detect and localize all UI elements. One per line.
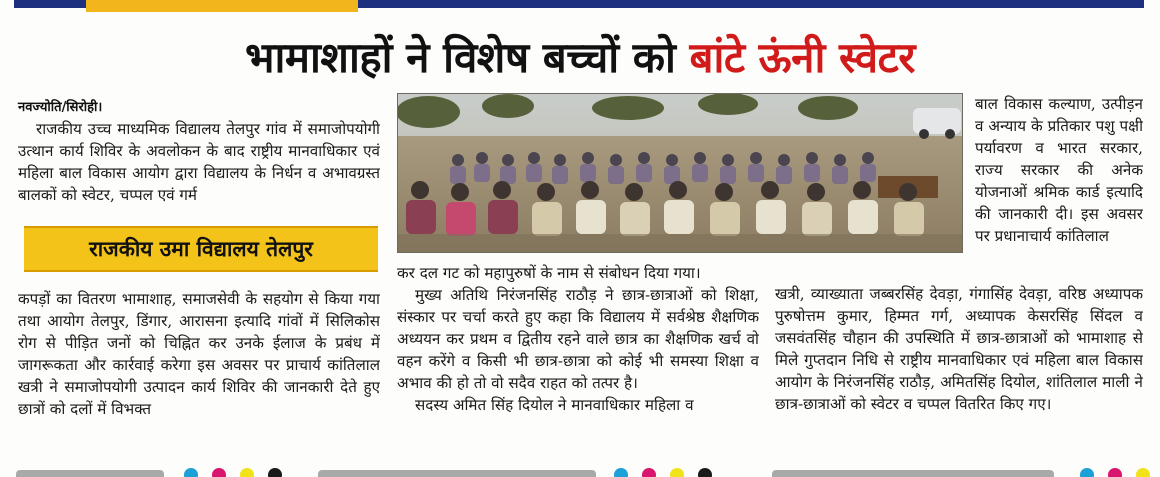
article-paragraph: मुख्य अतिथि निरंजनसिंह राठौड़ ने छात्र-छात्राओं को शिक्षा, संस्कार पर चर्चा करते हुए कहा कि विद्यालय में सर्वश्रेष्ठ शैक्षणिक अध्ययन कर प्रथम व द्वितीय रहने वाले छात्र का शैक्षणिक खर्च वो वहन करेंगे व किसी भी छात्र-छात्रा को कोई भी समस्या शिक्षा व अभाव की हो तो वो सदैव राहत को तत्पर है।	[397, 286, 759, 392]
yellow-registration-icon	[1136, 468, 1150, 477]
subheading-text: राजकीय उमा विद्यालय तेलपुर	[89, 237, 313, 261]
article-paragraph: राजकीय उच्च माध्यमिक विद्यालय तेलपुर गांव में समाजोपयोगी उत्थान कार्य शिविर के अवलोकन के बाद राष्ट्रीय मानवाधिकार एवं महिला बाल विकास आयोग द्वारा विद्यालय के निर्धन व अभावग्रस्त बालकों को स्वेटर, चप्पल एवं गर्म	[18, 120, 380, 204]
magenta-registration-icon	[1108, 468, 1122, 477]
article-column-1-top	[18, 118, 380, 228]
cyan-registration-icon	[614, 468, 628, 477]
photo-illustration	[398, 94, 963, 253]
article-paragraph: बाल विकास कल्याण, उत्पीड़न व अन्याय के प्रतिकार पशु पक्षी पर्यावरण व भारत सरकार, राज्य सरकार की अनेक योजनाओं श्रमिक कार्ड इत्यादि की जानकारी दी। इस अवसर पर प्रधानाचार्य कांतिलाल	[975, 95, 1143, 245]
yellow-registration-icon	[240, 468, 254, 477]
article-paragraph: खत्री, व्याख्याता जब्बरसिंह देवड़ा, गंगासिंह देवड़ा, वरिष्ठ अध्यापक पुरुषोत्तम कुमार, हिम्मत गर्ग, अध्यापक केसरसिंह सिंदल व जसवंतसिंह चौहान की उपस्थिति में छात्र-छात्राओं को भामाशाह से मिले गुप्तदान निधि से राष्ट्रीय मानवाधिकार एवं महिला बाल विकास आयोग के निरंजनसिंह राठौड़, अमितसिंह दियोल, शांतिलाल माली ने छात्र-छात्राओं को स्वेटर व चप्पल वितरित किए गए।	[775, 285, 1143, 413]
article-paragraph: सदस्य अमित सिंह दियोल ने मानवाधिकार महिला व	[415, 396, 694, 414]
bottom-bar-segment	[318, 470, 596, 477]
headline	[0, 30, 1160, 86]
article-column-1-bottom	[18, 288, 380, 448]
article-paragraph: कर दल गट को महापुरुषों के नाम से संबोधन दिया गया।	[397, 264, 701, 282]
black-registration-icon	[268, 468, 282, 477]
bottom-bar-segment	[772, 470, 1054, 477]
subheading-box	[24, 226, 378, 272]
masthead-accent	[86, 0, 358, 12]
registration-strip	[0, 466, 1160, 477]
magenta-registration-icon	[212, 468, 226, 477]
bottom-bar-segment	[16, 470, 164, 477]
black-registration-icon	[698, 468, 712, 477]
cyan-registration-icon	[184, 468, 198, 477]
headline-red-part: बांटे ऊंनी स्वेटर	[689, 33, 915, 82]
article-paragraph: कपड़ों का वितरण भामाशाह, समाजसेवी के सहयोग से किया गया तथा आयोग तेलपुर, डिंगार, आरासना इत्यादि गांवों में सिलिकोस रोग से पीड़ित जनों को चिह्नित कर उनके ईलाज के प्रबंध में जागरूकता और कार्रवाई करेगा इस अवसर पर प्राचार्य कांतिलाल खत्री ने समाजोपयोगी उत्पादन कार्य शिविर की जानकारी देते हुए छात्रों को दलों में विभक्त	[18, 290, 380, 418]
article-column-3-top	[975, 93, 1143, 281]
article-column-3-bottom	[775, 283, 1143, 458]
headline-black-part: भामाशाहों ने विशेष बच्चों को	[245, 33, 676, 82]
magenta-registration-icon	[642, 468, 656, 477]
news-photo-students-seated	[397, 93, 963, 253]
article-column-2	[397, 262, 759, 462]
dateline: नवज्योति/सिरोही।	[18, 100, 103, 115]
yellow-registration-icon	[670, 468, 684, 477]
cyan-registration-icon	[1080, 468, 1094, 477]
